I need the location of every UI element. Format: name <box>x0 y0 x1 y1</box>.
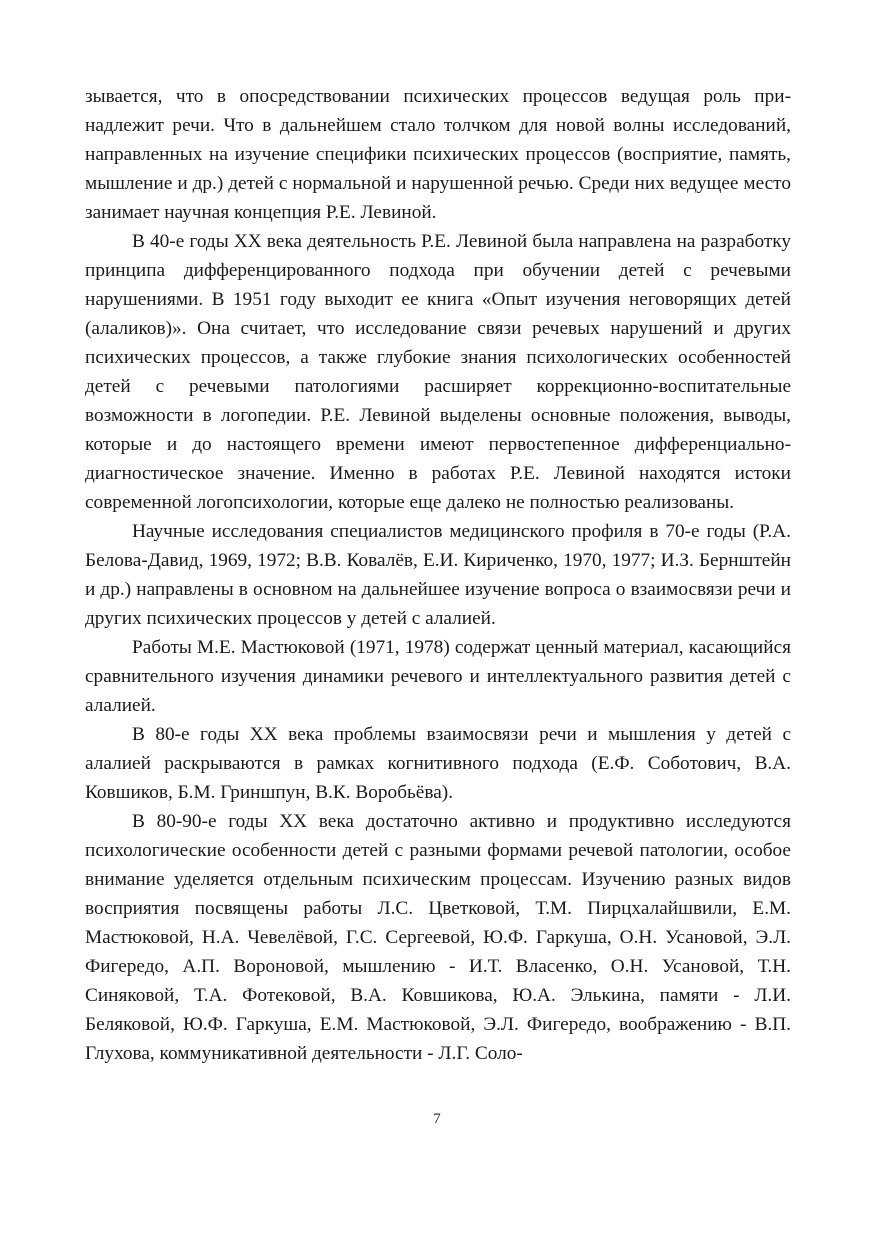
paragraph-4: Работы М.Е. Мастюковой (1971, 1978) содержат ценный материал, касающийся сравнительного изучения динамики речевого и интеллектуального развития детей с алалией. <box>85 637 791 716</box>
paragraph-1: зывается, что в опосредствовании психических процессов ведущая роль принадлежит речи. Что в дальнейшем стало толчком для новой волны исследований, направленных на изучение специфики психических процессов (восприятие, память, мышление и др.) детей с нормальной и нарушенной речью. Среди них ведущее место занимает научная концепция Р.Е. Левиной. <box>85 86 791 223</box>
paragraph-3: Научные исследования специалистов медицинского профиля в 70-е годы (Р.А. Белова-Давид, 1969, 1972; В.В. Ковалёв, Е.И. Кириченко, 1970, 1977; И.З. Бернштейн и др.) направлены в основном на дальнейшее изучение вопроса о взаимосвязи речи и других психических процессов у детей с алалией. <box>85 521 791 629</box>
paragraph-2: В 40-е годы XX века деятельность Р.Е. Левиной была направлена на разработку принципа дифференцированного подхода при обучении детей с речевыми нарушениями. В 1951 году выходит ее книга «Опыт изучения неговорящих детей (алаликов)». Она считает, что исследование связи речевых нарушений и других психических процессов, а также глубокие знания психологических особенностей детей с речевыми патологиями расширяет коррекционно-воспитательные возможности в логопедии. Р.Е. Левиной выделены основные положения, выводы, которые и до настоящего времени имеют первостепенное дифференциально-диагностическое значение. Именно в работах Р.Е. Левиной находятся истоки современной логопсихологии, которые еще далеко не полностью реализованы. <box>85 231 791 513</box>
page-number: 7 <box>433 1111 441 1127</box>
body-text <box>85 82 791 1068</box>
paragraph-5: В 80-е годы XX века проблемы взаимосвязи речи и мышления у детей с алалией раскрываются в рамках когнитивного подхода (Е.Ф. Соботович, В.А. Ковшиков, Б.М. Гриншпун, В.К. Воробьёва). <box>85 724 791 803</box>
paragraph-6: В 80-90-е годы XX века достаточно активно и продуктивно исследуются психологические особенности детей с разными формами речевой патологии, особое внимание уделяется отдельным психическим процессам. Изучению разных видов восприятия посвящены работы Л.С. Цветковой, Т.М. Пирцхалайшвили, Е.М. Мастюковой, Н.А. Чевелёвой, Г.С. Сергеевой, Ю.Ф. Гаркуша, О.Н. Усановой, Э.Л. Фигередо, А.П. Вороновой, мышлению - И.Т. Власенко, О.Н. Усановой, Т.Н. Синяковой, Т.А. Фотековой, В.А. Ковшикова, Ю.А. Элькина, памяти - Л.И. Беляковой, Ю.Ф. Гаркуша, Е.М. Мастюковой, Э.Л. Фигередо, воображению - В.П. Глухова, коммуникативной деятельности - Л.Г. Соло- <box>85 811 791 1064</box>
